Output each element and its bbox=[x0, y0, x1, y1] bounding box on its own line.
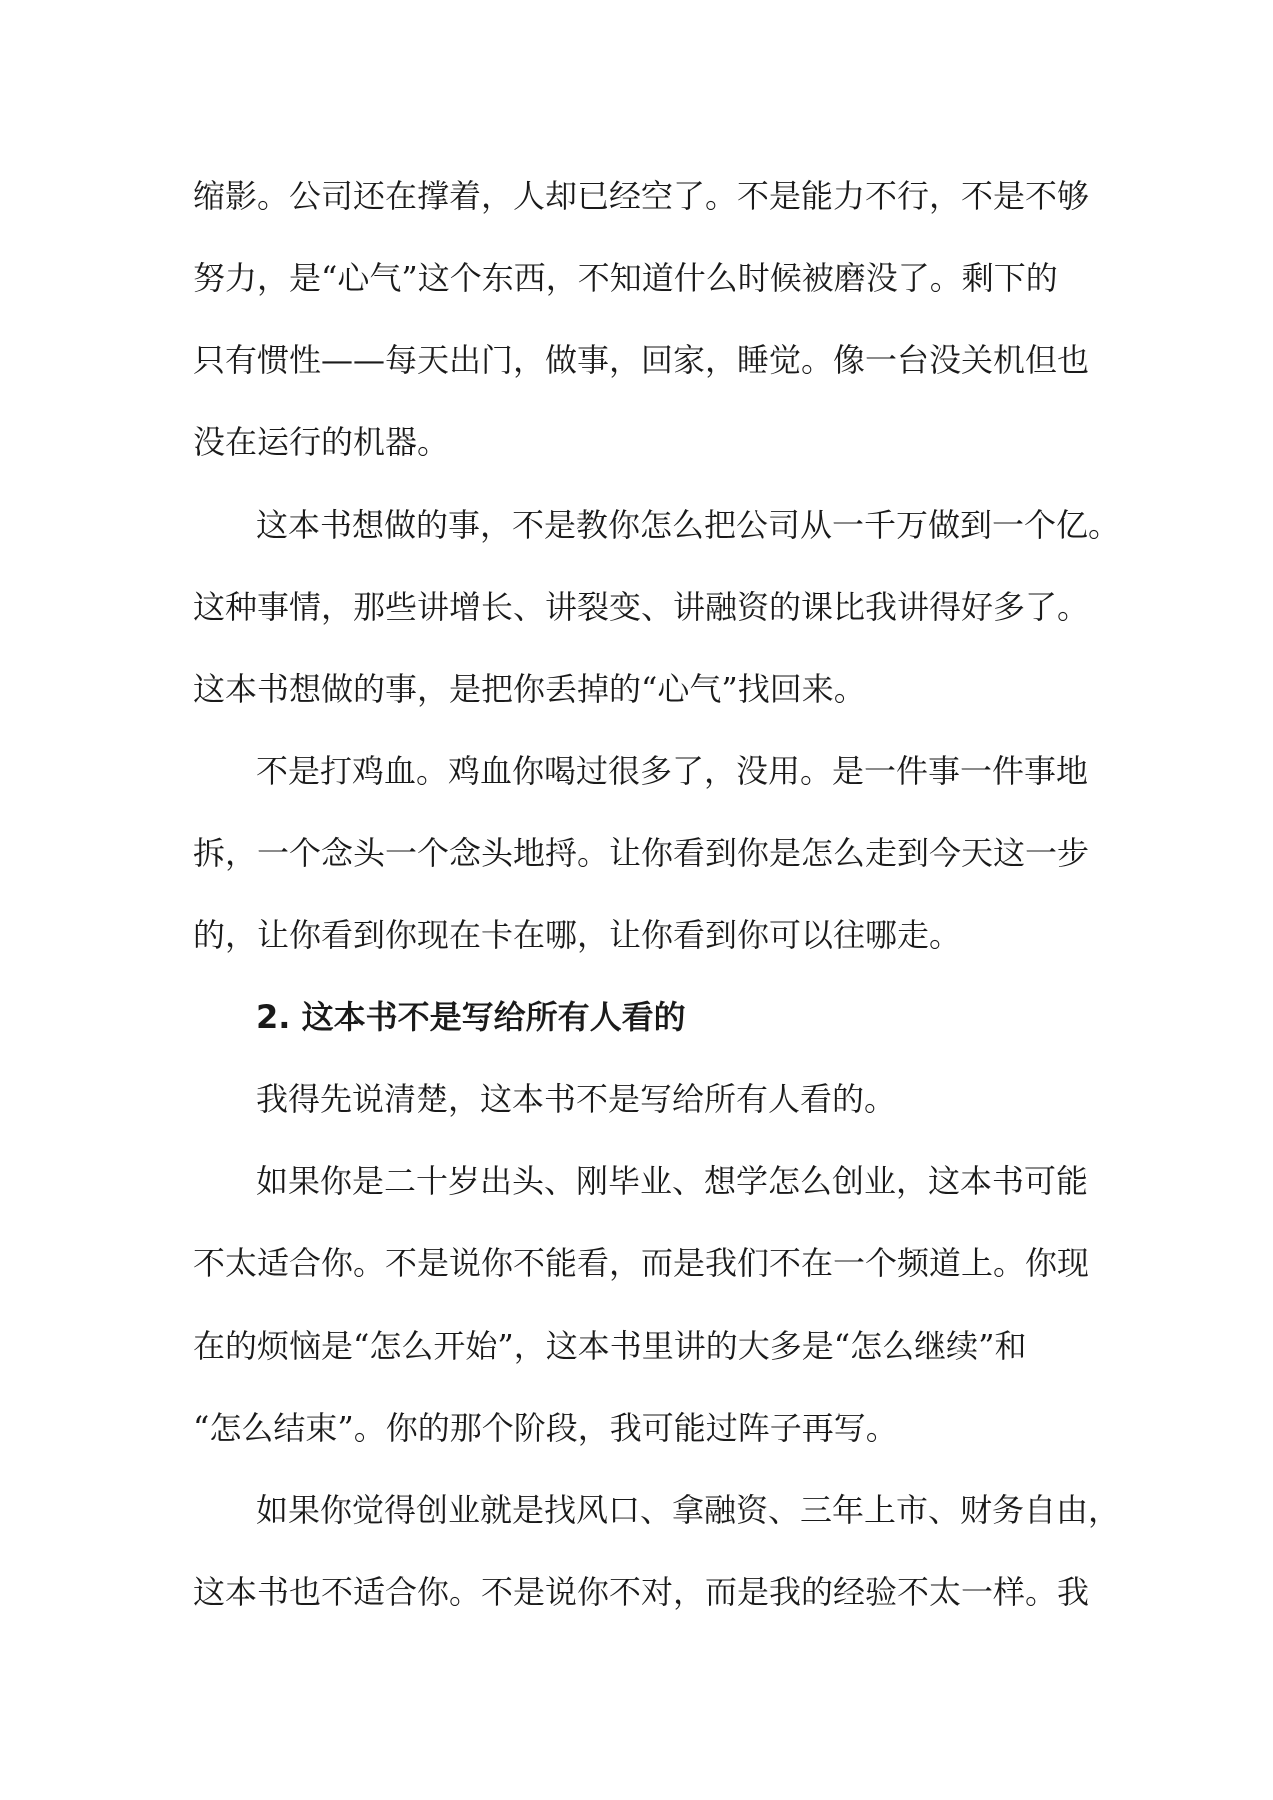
section-heading: 2. 这本书不是写给所有人看的 bbox=[256, 998, 686, 1036]
body-line: 不太适合你。不是说你不能看，而是我们不在一个频道上。你现 bbox=[193, 1244, 1090, 1282]
paragraph-first-line: 不是打鸡血。鸡血你喝过很多了，没用。是一件事一件事地 bbox=[256, 752, 1089, 790]
body-line: “怎么结束”。你的那个阶段，我可能过阵子再写。 bbox=[193, 1409, 898, 1447]
body-line: 没在运行的机器。 bbox=[193, 423, 450, 461]
body-line: 这本书也不适合你。不是说你不对，而是我的经验不太一样。我 bbox=[193, 1573, 1090, 1611]
body-line: 这本书想做的事，是把你丢掉的“心气”找回来。 bbox=[193, 670, 866, 708]
body-line: 拆，一个念头一个念头地捋。让你看到你是怎么走到今天这一步 bbox=[193, 834, 1090, 872]
paragraph-first-line: 我得先说清楚，这本书不是写给所有人看的。 bbox=[256, 1080, 897, 1118]
body-line: 只有惯性——每天出门，做事，回家，睡觉。像一台没关机但也 bbox=[193, 341, 1090, 379]
paragraph-first-line: 如果你是二十岁出头、刚毕业、想学怎么创业，这本书可能 bbox=[256, 1162, 1089, 1200]
body-line: 缩影。公司还在撑着，人却已经空了。不是能力不行，不是不够 bbox=[193, 177, 1090, 215]
body-line: 的，让你看到你现在卡在哪，让你看到你可以往哪走。 bbox=[193, 916, 962, 954]
body-line: 努力，是“心气”这个东西，不知道什么时候被磨没了。剩下的 bbox=[193, 259, 1058, 297]
paragraph-first-line: 这本书想做的事，不是教你怎么把公司从一千万做到一个亿。 bbox=[256, 506, 1121, 544]
body-line: 这种事情，那些讲增长、讲裂变、讲融资的课比我讲得好多了。 bbox=[193, 588, 1090, 626]
body-line: 在的烦恼是“怎么开始”，这本书里讲的大多是“怎么继续”和 bbox=[193, 1327, 1027, 1365]
paragraph-first-line: 如果你觉得创业就是找风口、拿融资、三年上市、财务自由， bbox=[256, 1491, 1121, 1529]
